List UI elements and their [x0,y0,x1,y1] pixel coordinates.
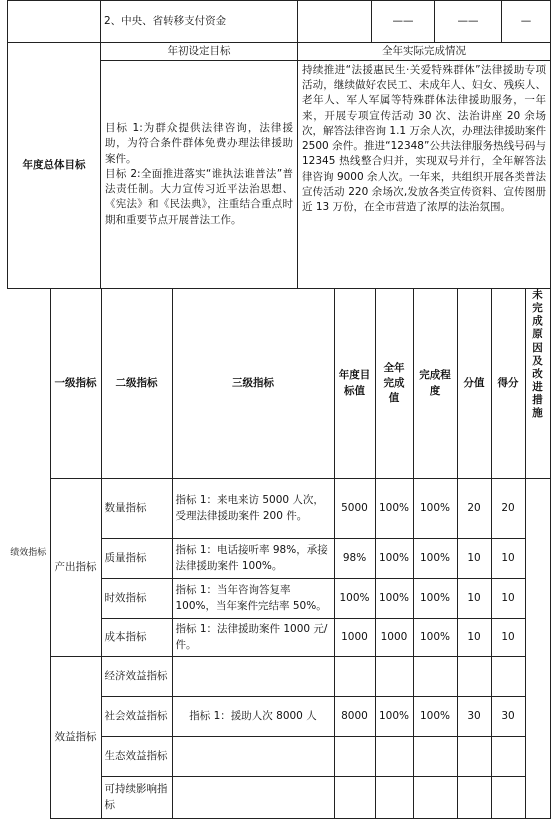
row-level3: 指标 1：当年咨询答复率 100%，当年案件完结率 50%。 [172,579,334,619]
table-row [7,479,550,539]
actual-completion-header: 全年实际完成情况 [298,43,551,61]
row-degree: 100% [413,579,457,619]
row-actual: 1000 [375,619,413,657]
row-actual: 100% [375,697,413,737]
initial-goals-header: 年初设定目标 [101,43,298,61]
row-weight [457,777,491,819]
row-target [334,657,375,697]
row-target: 98% [334,539,375,579]
initial-goal-1: 目标 1:为群众提供法律咨询，法律援助，为符合条件群体免费办理法律援助案件。 [105,122,293,165]
row-level2: 生态效益指标 [101,737,172,777]
row-weight [457,657,491,697]
benefit-indicator-label: 效益指标 [50,657,101,819]
header-target: 年度目标值 [334,289,375,479]
row-level3 [172,737,334,777]
row-score [491,737,525,777]
top-row-col4: —— [435,1,502,43]
row-score [491,657,525,697]
row-target: 100% [334,579,375,619]
row-degree: 100% [413,479,457,539]
row-level3: 指标 1：法律援助案件 1000 元/件。 [172,619,334,657]
row-level2: 时效指标 [101,579,172,619]
header-actual: 全年完成值 [375,289,413,479]
row-level2: 可持续影响指标 [101,777,172,819]
header-level3: 三级指标 [172,289,334,479]
header-level2: 二级指标 [101,289,172,479]
row-actual: 100% [375,479,413,539]
goals-table [7,0,551,289]
row-target: 5000 [334,479,375,539]
row-target [334,737,375,777]
top-row-col3: —— [372,1,435,43]
row-weight: 20 [457,479,491,539]
header-reason: 未完成原因及改进措施 [525,289,550,479]
row-degree [413,737,457,777]
table-row [7,657,550,697]
row-score: 20 [491,479,525,539]
row-weight: 30 [457,697,491,737]
row-target: 8000 [334,697,375,737]
row-weight: 10 [457,579,491,619]
initial-goal-2: 目标 2:全面推进落实“谁执法谁普法”普法责任制。大力宣传习近平法治思想、《宪法》和《民法典》，注重结合重点时期和重要节点开展普法工作。 [105,167,293,226]
initial-goals-text [101,61,298,289]
row-weight: 10 [457,539,491,579]
top-row [8,1,551,43]
header-weight: 分值 [457,289,491,479]
top-row-col5: — [502,1,551,43]
row-score: 10 [491,539,525,579]
row-level3: 指标 1：来电来访 5000 人次，受理法律援助案件 200 件。 [172,479,334,539]
row-level2: 社会效益指标 [101,697,172,737]
row-degree: 100% [413,539,457,579]
perf-section-label: 绩效指标 [7,289,50,819]
row-actual [375,737,413,777]
row-level2: 数量指标 [101,479,172,539]
row-level3: 指标 1：电话接听率 98%，承接法律援助案件 100%。 [172,539,334,579]
row-actual: 100% [375,539,413,579]
annual-goals-label: 年度总体目标 [8,43,101,289]
top-row-blank-2 [298,1,372,43]
performance-table [7,288,551,819]
row-level2: 质量指标 [101,539,172,579]
row-actual [375,657,413,697]
top-row-item: 2、中央、省转移支付资金 [101,1,298,43]
row-degree: 100% [413,619,457,657]
row-weight [457,737,491,777]
row-target [334,777,375,819]
row-degree: 100% [413,697,457,737]
row-score: 10 [491,619,525,657]
row-target: 1000 [334,619,375,657]
row-degree [413,777,457,819]
row-actual: 100% [375,579,413,619]
header-level1: 一级指标 [50,289,101,479]
row-level3: 指标 1：援助人次 8000 人 [172,697,334,737]
output-indicator-label: 产出指标 [50,479,101,657]
goals-header-row [8,43,551,61]
row-weight: 10 [457,619,491,657]
top-row-blank [8,1,101,43]
row-score [491,777,525,819]
row-level2: 成本指标 [101,619,172,657]
row-actual [375,777,413,819]
row-score: 10 [491,579,525,619]
actual-completion-text: 持续推进“法援惠民生·关爱特殊群体”法律援助专项活动，继续做好农民工、未成年人、妇女、残疾人、老年人、军人军属等特殊群体法律援助服务，一年来，开展专项宣传活动 30 次、法治讲座 20 余场次，解答法律咨询 1.1 万余人次，办理法律援助案件 2500 余件。推进“12348”公共法律服务热线号码与 12345 热线整合归并，实现双号并行，全年解答法律咨询 9000 余人次。一年来，共组织开展各类普法宣传活动 220 余场次,发放各类宣传资料、宣传图册近 13 万份，在全市营造了浓厚的法治氛围。 [298,61,551,289]
row-score: 30 [491,697,525,737]
header-degree: 完成程度 [413,289,457,479]
row-degree [413,657,457,697]
row-level3 [172,777,334,819]
header-score: 得分 [491,289,525,479]
row-level3 [172,657,334,697]
perf-header-row [7,289,550,479]
reason-cell [525,479,550,819]
row-level2: 经济效益指标 [101,657,172,697]
